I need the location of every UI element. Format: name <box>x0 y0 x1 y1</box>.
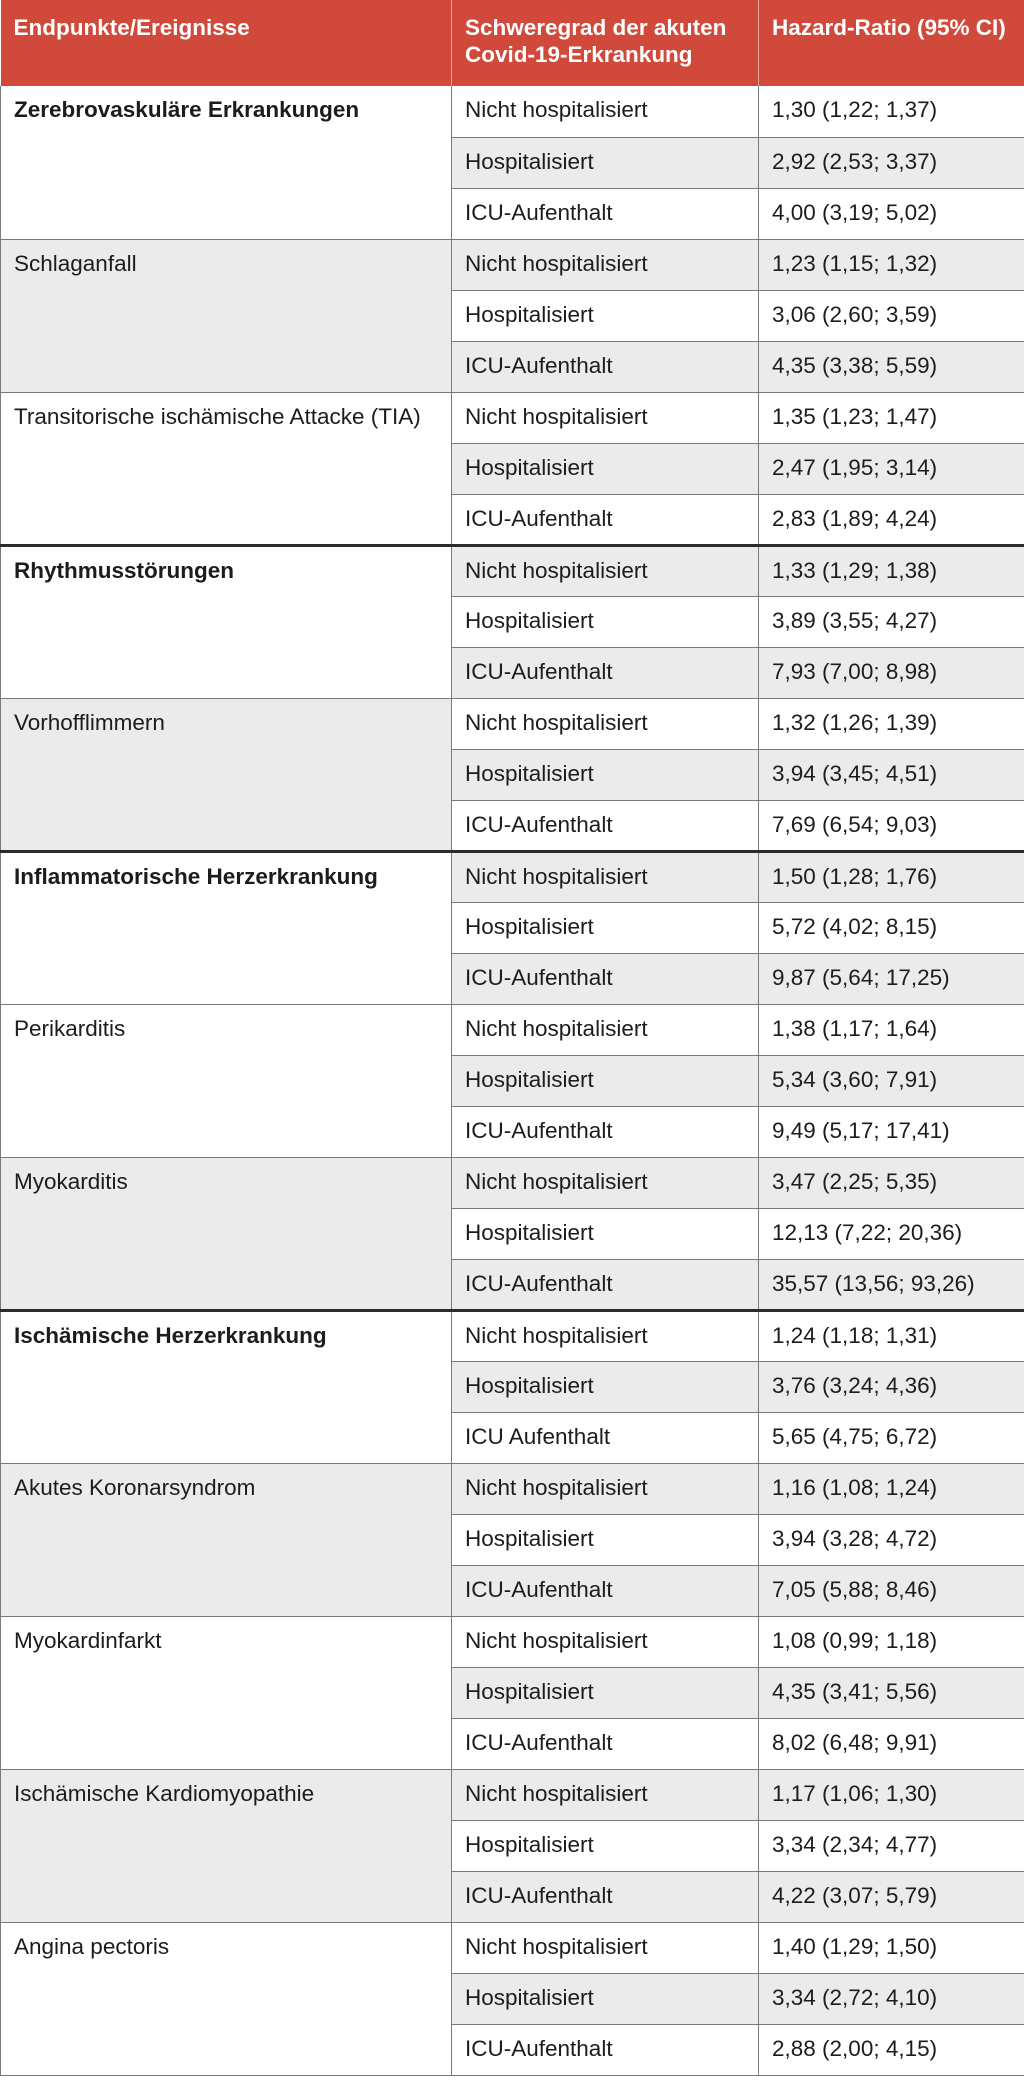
header-severity-line1: Schweregrad der akuten <box>465 15 727 40</box>
severity-cell: Hospitalisiert <box>452 902 759 953</box>
header-endpoints: Endpunkte/Ereignisse <box>1 0 452 86</box>
hazard-ratio-cell: 8,02 (6,48; 9,91) <box>759 1718 1024 1769</box>
severity-cell: Nicht hospitalisiert <box>452 1004 759 1055</box>
severity-cell: Hospitalisiert <box>452 1055 759 1106</box>
hazard-ratio-cell: 12,13 (7,22; 20,36) <box>759 1208 1024 1259</box>
severity-cell: Hospitalisiert <box>452 443 759 494</box>
endpoint-cell: Myokardinfarkt <box>1 1616 452 1769</box>
severity-cell: ICU-Aufenthalt <box>452 2024 759 2075</box>
severity-cell: ICU-Aufenthalt <box>452 1871 759 1922</box>
severity-cell: ICU-Aufenthalt <box>452 1106 759 1157</box>
hazard-ratio-cell: 4,35 (3,41; 5,56) <box>759 1667 1024 1718</box>
hazard-ratio-cell: 1,40 (1,29; 1,50) <box>759 1922 1024 1973</box>
severity-cell: ICU-Aufenthalt <box>452 1565 759 1616</box>
hazard-ratio-cell: 1,16 (1,08; 1,24) <box>759 1463 1024 1514</box>
endpoint-cell: Transitorische ischämische Attacke (TIA) <box>1 392 452 545</box>
table-row <box>1 1769 1024 1820</box>
severity-cell: Hospitalisiert <box>452 1973 759 2024</box>
hazard-ratio-cell: 1,23 (1,15; 1,32) <box>759 239 1024 290</box>
table-row <box>1 1616 1024 1667</box>
endpoint-cell: Akutes Koronarsyndrom <box>1 1463 452 1616</box>
severity-cell: Nicht hospitalisiert <box>452 698 759 749</box>
hazard-ratio-cell: 3,94 (3,28; 4,72) <box>759 1514 1024 1565</box>
severity-cell: ICU-Aufenthalt <box>452 1718 759 1769</box>
table-row <box>1 392 1024 443</box>
hazard-ratio-cell: 1,08 (0,99; 1,18) <box>759 1616 1024 1667</box>
table-row <box>1 1004 1024 1055</box>
endpoint-cell: Rhythmusstörungen <box>1 545 452 698</box>
severity-cell: Nicht hospitalisiert <box>452 1310 759 1361</box>
severity-cell: ICU-Aufenthalt <box>452 953 759 1004</box>
table-row <box>1 545 1024 596</box>
hazard-ratio-cell: 5,65 (4,75; 6,72) <box>759 1412 1024 1463</box>
severity-cell: ICU-Aufenthalt <box>452 188 759 239</box>
hazard-ratio-cell: 7,05 (5,88; 8,46) <box>759 1565 1024 1616</box>
hazard-ratio-cell: 1,35 (1,23; 1,47) <box>759 392 1024 443</box>
hazard-ratio-cell: 5,72 (4,02; 8,15) <box>759 902 1024 953</box>
severity-cell: Hospitalisiert <box>452 290 759 341</box>
hazard-ratio-cell: 3,89 (3,55; 4,27) <box>759 596 1024 647</box>
hazard-ratio-cell: 3,06 (2,60; 3,59) <box>759 290 1024 341</box>
hazard-ratio-cell: 4,00 (3,19; 5,02) <box>759 188 1024 239</box>
hazard-ratio-cell: 2,88 (2,00; 4,15) <box>759 2024 1024 2075</box>
severity-cell: Hospitalisiert <box>452 596 759 647</box>
table-row <box>1 1157 1024 1208</box>
endpoint-cell: Ischämische Herzerkrankung <box>1 1310 452 1463</box>
severity-cell: Hospitalisiert <box>452 137 759 188</box>
hazard-ratio-cell: 3,47 (2,25; 5,35) <box>759 1157 1024 1208</box>
hazard-ratio-cell: 1,50 (1,28; 1,76) <box>759 851 1024 902</box>
severity-cell: Hospitalisiert <box>452 749 759 800</box>
severity-cell: Nicht hospitalisiert <box>452 392 759 443</box>
severity-cell: Hospitalisiert <box>452 1208 759 1259</box>
severity-cell: Hospitalisiert <box>452 1820 759 1871</box>
severity-cell: ICU-Aufenthalt <box>452 341 759 392</box>
table-row <box>1 1922 1024 1973</box>
table-row <box>1 698 1024 749</box>
header-severity <box>452 0 759 86</box>
hazard-ratio-cell: 2,47 (1,95; 3,14) <box>759 443 1024 494</box>
severity-cell: Hospitalisiert <box>452 1667 759 1718</box>
severity-cell: ICU-Aufenthalt <box>452 647 759 698</box>
hazard-ratio-cell: 3,76 (3,24; 4,36) <box>759 1361 1024 1412</box>
severity-cell: ICU Aufenthalt <box>452 1412 759 1463</box>
severity-cell: Nicht hospitalisiert <box>452 239 759 290</box>
endpoint-cell: Angina pectoris <box>1 1922 452 2075</box>
hazard-ratio-cell: 1,38 (1,17; 1,64) <box>759 1004 1024 1055</box>
endpoint-cell: Inflammatorische Herzerkrankung <box>1 851 452 1004</box>
hazard-ratio-cell: 35,57 (13,56; 93,26) <box>759 1259 1024 1310</box>
hazard-ratio-cell: 1,32 (1,26; 1,39) <box>759 698 1024 749</box>
severity-cell: Nicht hospitalisiert <box>452 1157 759 1208</box>
hazard-ratio-cell: 4,35 (3,38; 5,59) <box>759 341 1024 392</box>
hazard-ratio-cell: 7,69 (6,54; 9,03) <box>759 800 1024 851</box>
severity-cell: Nicht hospitalisiert <box>452 1463 759 1514</box>
table-body <box>1 86 1024 2075</box>
hazard-ratio-cell: 2,83 (1,89; 4,24) <box>759 494 1024 545</box>
severity-cell: Nicht hospitalisiert <box>452 545 759 596</box>
table-row <box>1 1310 1024 1361</box>
hazard-ratio-cell: 1,24 (1,18; 1,31) <box>759 1310 1024 1361</box>
header-hazard-ratio: Hazard-Ratio (95% CI) <box>759 0 1024 86</box>
severity-cell: Nicht hospitalisiert <box>452 86 759 137</box>
table-header <box>1 0 1024 86</box>
hazard-ratio-cell: 1,30 (1,22; 1,37) <box>759 86 1024 137</box>
hazard-ratio-cell: 5,34 (3,60; 7,91) <box>759 1055 1024 1106</box>
severity-cell: ICU-Aufenthalt <box>452 494 759 545</box>
hazard-ratio-cell: 7,93 (7,00; 8,98) <box>759 647 1024 698</box>
endpoint-cell: Vorhofflimmern <box>1 698 452 851</box>
severity-cell: ICU-Aufenthalt <box>452 1259 759 1310</box>
severity-cell: Nicht hospitalisiert <box>452 1769 759 1820</box>
endpoint-cell: Zerebrovaskuläre Erkrankungen <box>1 86 452 239</box>
hazard-ratio-cell: 3,94 (3,45; 4,51) <box>759 749 1024 800</box>
endpoint-cell: Perikarditis <box>1 1004 452 1157</box>
hazard-ratio-cell: 1,33 (1,29; 1,38) <box>759 545 1024 596</box>
hazard-ratio-cell: 2,92 (2,53; 3,37) <box>759 137 1024 188</box>
hazard-ratio-cell: 4,22 (3,07; 5,79) <box>759 1871 1024 1922</box>
severity-cell: Nicht hospitalisiert <box>452 1922 759 1973</box>
hazard-ratio-cell: 3,34 (2,34; 4,77) <box>759 1820 1024 1871</box>
header-severity-line2: Covid-19-Erkrankung <box>465 42 693 68</box>
severity-cell: Hospitalisiert <box>452 1361 759 1412</box>
severity-cell: Nicht hospitalisiert <box>452 851 759 902</box>
table-row <box>1 239 1024 290</box>
hazard-ratio-cell: 3,34 (2,72; 4,10) <box>759 1973 1024 2024</box>
endpoint-cell: Ischämische Kardiomyopathie <box>1 1769 452 1922</box>
severity-cell: ICU-Aufenthalt <box>452 800 759 851</box>
endpoint-cell: Myokarditis <box>1 1157 452 1310</box>
table-row <box>1 86 1024 137</box>
hazard-ratio-cell: 9,49 (5,17; 17,41) <box>759 1106 1024 1157</box>
hazard-ratio-cell: 9,87 (5,64; 17,25) <box>759 953 1024 1004</box>
table-row <box>1 1463 1024 1514</box>
severity-cell: Nicht hospitalisiert <box>452 1616 759 1667</box>
severity-cell: Hospitalisiert <box>452 1514 759 1565</box>
hazard-ratio-cell: 1,17 (1,06; 1,30) <box>759 1769 1024 1820</box>
table-row <box>1 851 1024 902</box>
endpoint-cell: Schlaganfall <box>1 239 452 392</box>
